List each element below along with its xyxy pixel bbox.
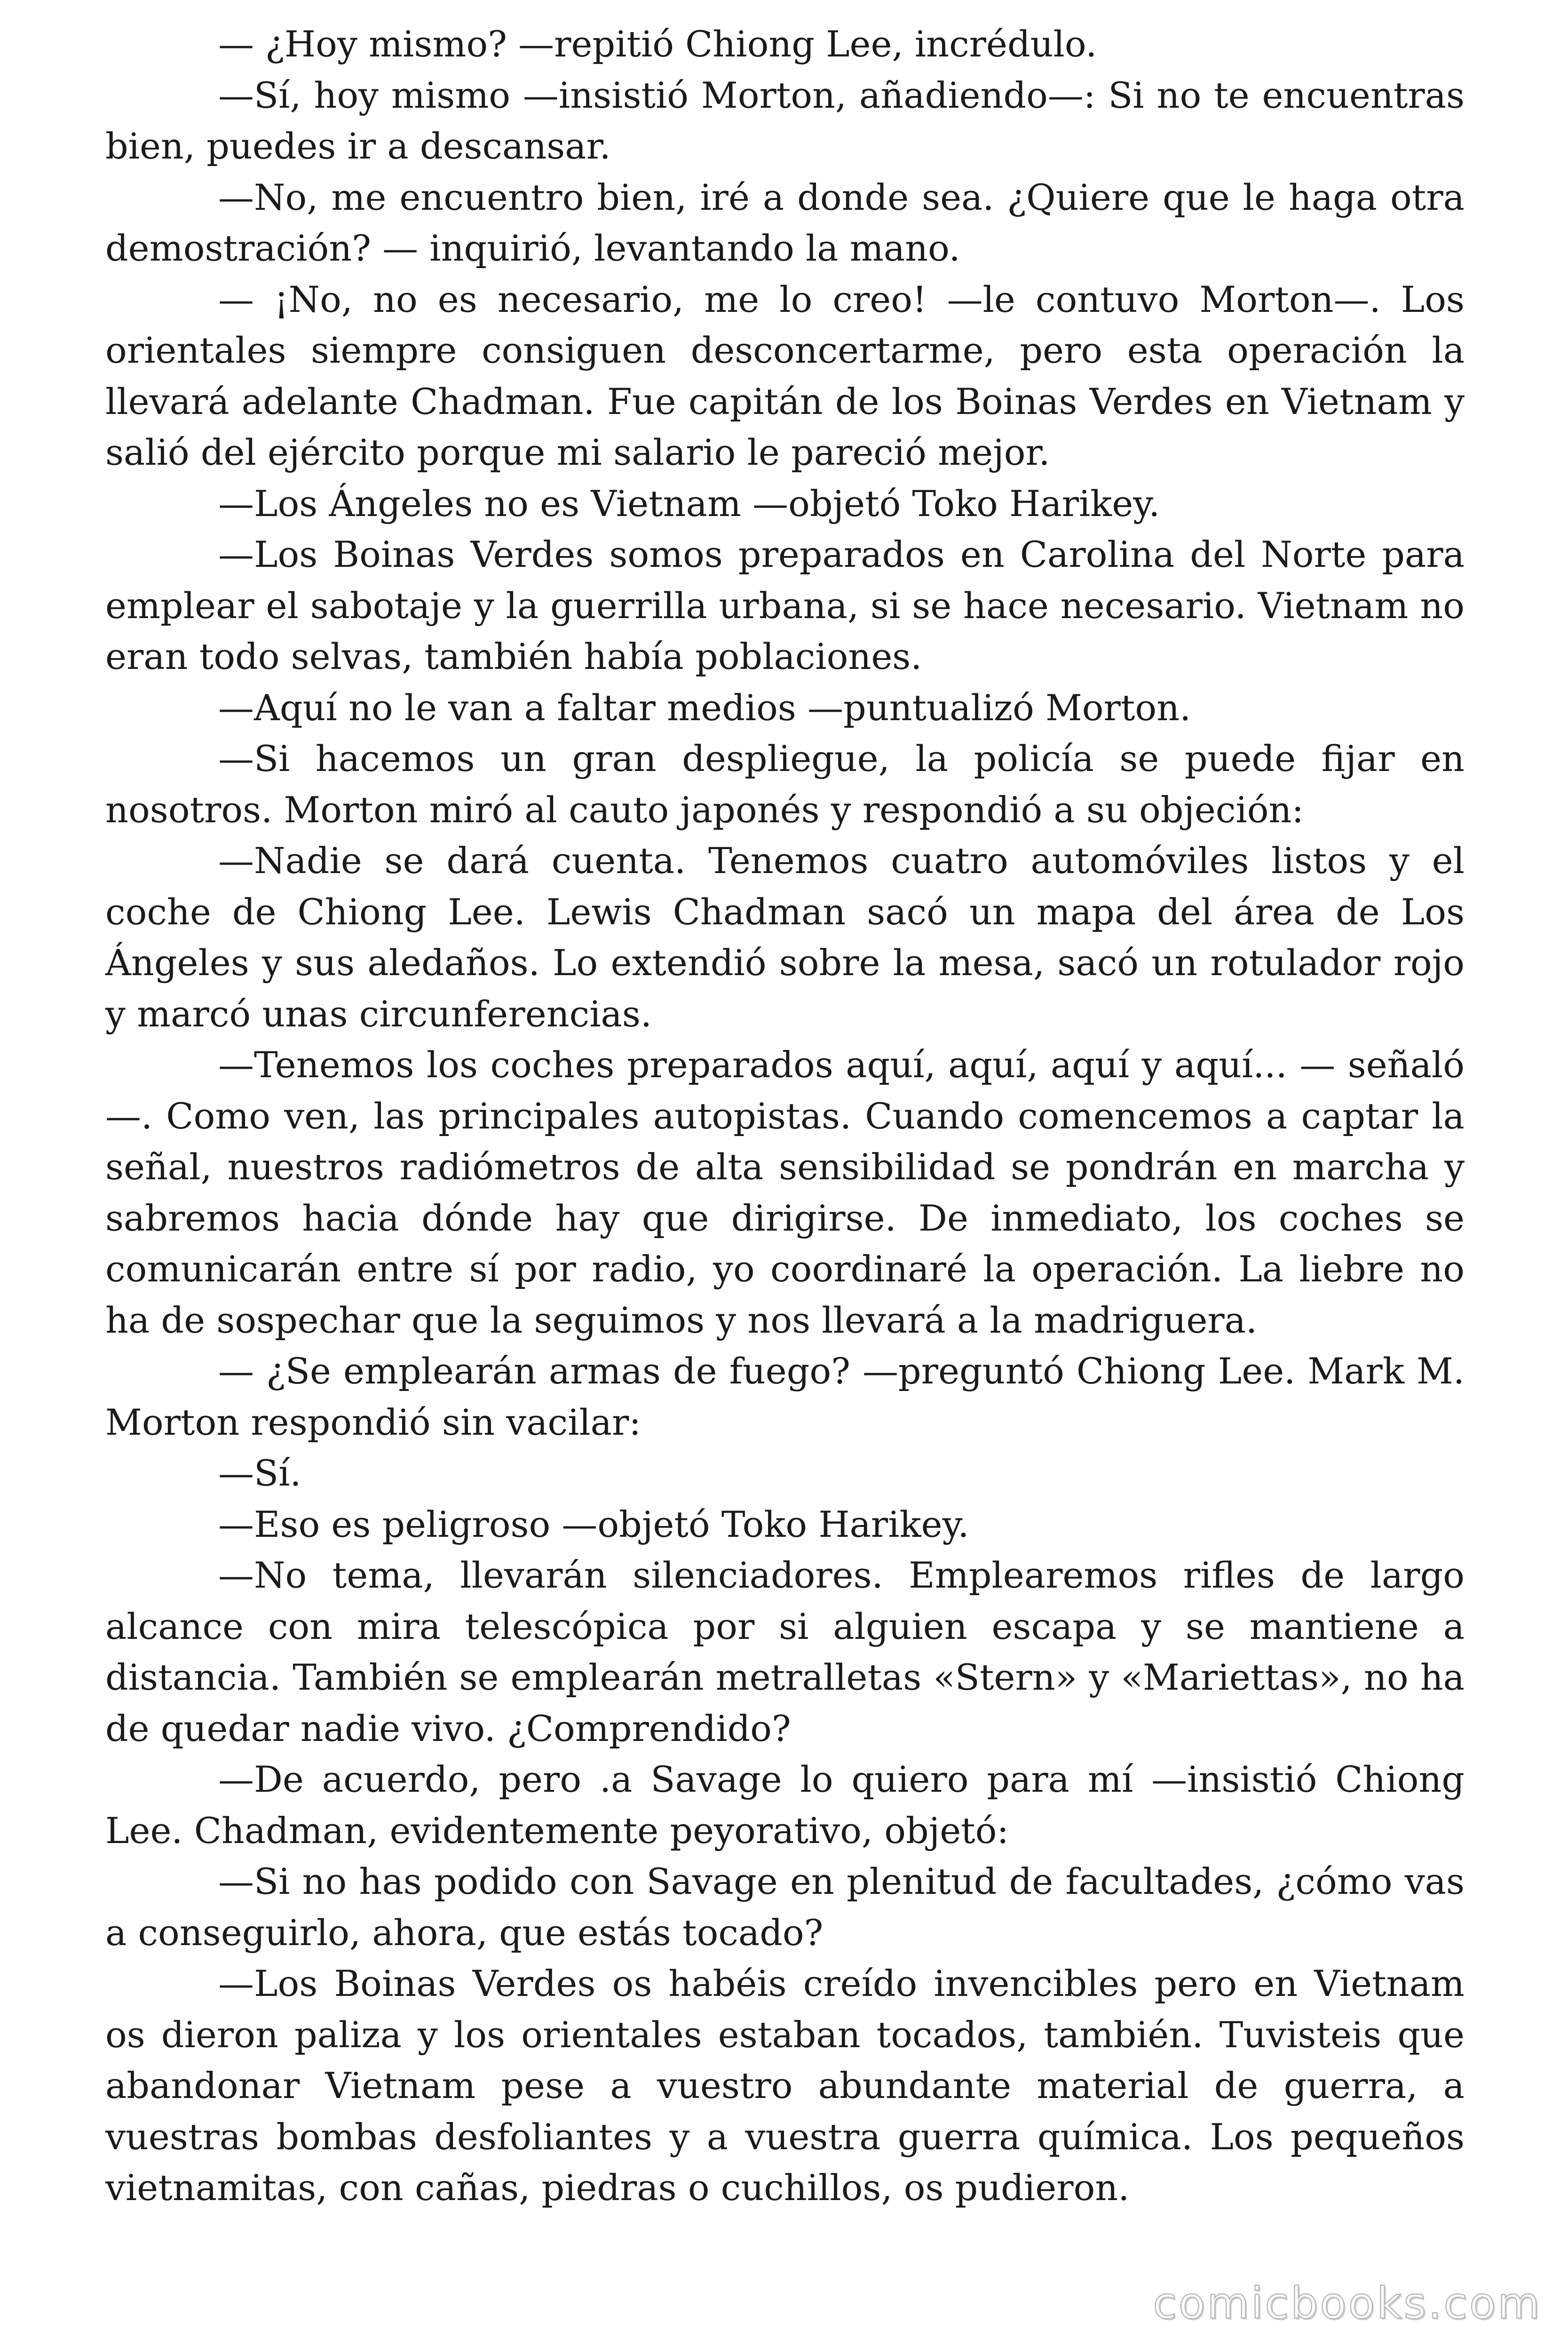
paragraph: —Nadie se dará cuenta. Tenemos cuatro automóviles listos y el coche de Chiong Lee. Lewis Chadman sacó un mapa del área de Los Ángeles y sus aledaños. Lo extendió sobre la mesa, sacó un rotulador rojo y marcó unas circunferencias.	[105, 840, 1465, 1035]
paragraph: —Los Boinas Verdes somos preparados en Carolina del Norte para emplear el sabotaje y la guerrilla urbana, si se hace necesario. Vietnam no eran todo selvas, también había poblaciones.	[105, 533, 1465, 677]
site-watermark: comicbooks.com	[1153, 2278, 1542, 2328]
paragraph: —De acuerdo, pero .a Savage lo quiero para mí —insistió Chiong Lee. Chadman, evidentemente peyorativo, objetó:	[105, 1758, 1465, 1851]
paragraph: —No, me encuentro bien, iré a donde sea. ¿Quiere que le haga otra demostración? — inquirió, levantando la mano.	[105, 176, 1465, 269]
paragraph: —Sí, hoy mismo —insistió Morton, añadiendo—: Si no te encuentras bien, puedes ir a descansar.	[105, 74, 1465, 167]
paragraph: —Eso es peligroso —objetó Toko Harikey.	[218, 1503, 969, 1545]
paragraph: — ¿Hoy mismo? —repitió Chiong Lee, incrédulo.	[218, 23, 1097, 65]
paragraph: —Los Ángeles no es Vietnam —objetó Toko Harikey.	[218, 482, 1160, 524]
paragraph: —Tenemos los coches preparados aquí, aquí, aquí y aquí... — señaló—. Como ven, las principales autopistas. Cuando comencemos a captar la señal, nuestros radiómetros de alta sensibilidad se pondrán en marcha y sabremos hacia dónde hay que dirigirse. De inmediato, los coches se comunicarán entre sí por radio, yo coordinaré la operación. La liebre no ha de sospechar que la seguimos y nos llevará a la madriguera.	[105, 1044, 1465, 1341]
paragraph: —Aquí no le van a faltar medios —puntualizó Morton.	[218, 686, 1191, 729]
paragraph: — ¡No, no es necesario, me lo creo! —le contuvo Morton—. Los orientales siempre consiguen desconcertarme, pero esta operación la llevará adelante Chadman. Fue capitán de los Boinas Verdes en Vietnam y salió del ejército porque mi salario le pareció mejor.	[105, 278, 1465, 473]
paragraph: — ¿Se emplearán armas de fuego? —preguntó Chiong Lee. Mark M. Morton respondió sin vacilar:	[105, 1350, 1465, 1443]
paragraph: —Sí.	[218, 1452, 301, 1494]
paragraph: —Si no has podido con Savage en plenitud de facultades, ¿cómo vas a conseguirlo, ahora, que estás tocado?	[105, 1860, 1465, 1954]
paragraph: —No tema, llevarán silenciadores. Emplearemos rifles de largo alcance con mira telescópica por si alguien escapa y se mantiene a distancia. También se emplearán metralletas «Stern» y «Mariettas», no ha de quedar nadie vivo. ¿Comprendido?	[105, 1554, 1465, 1749]
book-page-text	[105, 19, 1465, 2214]
paragraph: —Si hacemos un gran despliegue, la policía se puede fijar en nosotros. Morton miró al cauto japonés y respondió a su objeción:	[105, 738, 1465, 831]
paragraph: —Los Boinas Verdes os habéis creído invencibles pero en Vietnam os dieron paliza y los orientales estaban tocados, también. Tuvisteis que abandonar Vietnam pese a vuestro abundante material de guerra, a vuestras bombas desfoliantes y a vuestra guerra química. Los pequeños vietnamitas, con cañas, piedras o cuchillos, os pudieron.	[105, 1963, 1465, 2209]
